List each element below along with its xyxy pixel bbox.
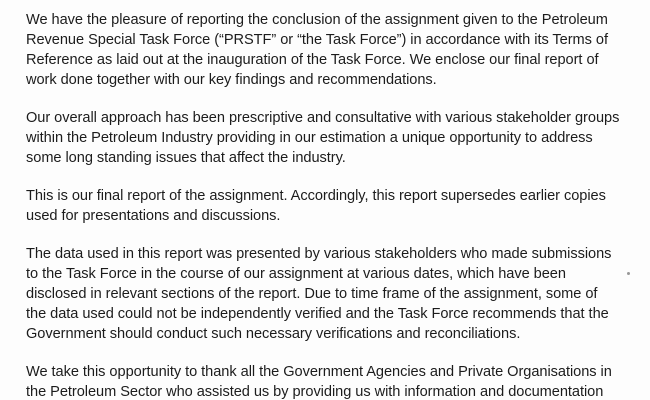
text-line: We have the pleasure of reporting the conclusion of the assignment given to the Petroleum — [26, 12, 608, 28]
text-line: This is our final report of the assignment. Accordingly, this report supersedes earlier copies — [26, 188, 606, 204]
text-line: Revenue Special Task Force (“PRSTF” or “the Task Force”) in accordance with its Terms of — [26, 32, 608, 48]
text-line: Government should conduct such necessary verifications and reconciliations. — [26, 326, 521, 342]
text-line: The data used in this report was presented by various stakeholders who made submissions — [26, 246, 612, 262]
text-line: Our overall approach has been prescriptive and consultative with various stakeholder groups — [26, 110, 620, 126]
text-line: the data used could not be independently verified and the Task Force recommends that the — [26, 306, 609, 322]
text-line: within the Petroleum Industry providing in our estimation a unique opportunity to address — [26, 130, 593, 146]
letter-body — [26, 10, 646, 400]
text-line: the Petroleum Sector who assisted us by providing us with information and documentation — [26, 384, 604, 400]
paragraph-final-report — [26, 186, 646, 226]
paragraph-data-sources — [26, 244, 646, 344]
paragraph-thanks — [26, 362, 646, 400]
text-line: disclosed in relevant sections of the report. Due to time frame of the assignment, some of — [26, 286, 598, 302]
paragraph-approach — [26, 108, 646, 168]
text-line: work done together with our key findings and recommendations. — [26, 72, 437, 88]
paragraph-conclusion — [26, 10, 646, 90]
text-line: some long standing issues that affect the industry. — [26, 150, 346, 166]
scan-speck — [627, 272, 630, 275]
text-line: We take this opportunity to thank all the Government Agencies and Private Organisations in — [26, 364, 612, 380]
text-line: to the Task Force in the course of our assignment at various dates, which have been — [26, 266, 566, 282]
text-line: Reference as laid out at the inauguration of the Task Force. We enclose our final report of — [26, 52, 599, 68]
text-line: used for presentations and discussions. — [26, 208, 281, 224]
